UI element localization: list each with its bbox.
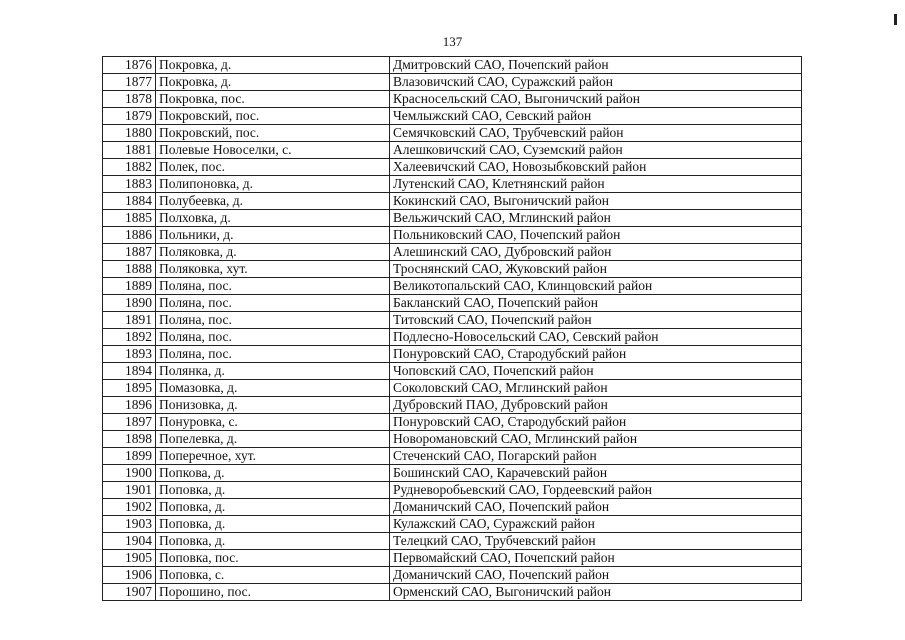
table-row <box>103 431 802 448</box>
settlement-name-cell: Помазовка, д. <box>156 380 390 397</box>
administrative-unit-cell: Семячковский САО, Трубчевский район <box>390 125 802 142</box>
settlement-name-cell: Покровка, пос. <box>156 91 390 108</box>
table-row <box>103 584 802 601</box>
administrative-unit-cell: Алешковичский САО, Суземский район <box>390 142 802 159</box>
settlement-name-cell: Полянка, д. <box>156 363 390 380</box>
settlement-name-cell: Покровский, пос. <box>156 125 390 142</box>
settlement-name-cell: Покровка, д. <box>156 57 390 74</box>
settlement-name-cell: Полек, пос. <box>156 159 390 176</box>
administrative-unit-cell: Красносельский САО, Выгоничский район <box>390 91 802 108</box>
administrative-unit-cell: Польниковский САО, Почепский район <box>390 227 802 244</box>
row-number-cell: 1880 <box>103 125 156 142</box>
settlement-name-cell: Поляна, пос. <box>156 329 390 346</box>
table-row <box>103 397 802 414</box>
administrative-unit-cell: Бакланский САО, Почепский район <box>390 295 802 312</box>
table-row <box>103 159 802 176</box>
administrative-unit-cell: Доманичский САО, Почепский район <box>390 499 802 516</box>
row-number-cell: 1897 <box>103 414 156 431</box>
row-number-cell: 1886 <box>103 227 156 244</box>
administrative-unit-cell: Рудневоробьевский САО, Гордеевский район <box>390 482 802 499</box>
table-row <box>103 448 802 465</box>
administrative-unit-cell: Понуровский САО, Стародубский район <box>390 346 802 363</box>
administrative-unit-cell: Подлесно-Новосельский САО, Севский район <box>390 329 802 346</box>
table-row <box>103 57 802 74</box>
table-row <box>103 91 802 108</box>
table-row <box>103 142 802 159</box>
settlement-name-cell: Покровка, д. <box>156 74 390 91</box>
settlement-name-cell: Поляковка, д. <box>156 244 390 261</box>
table-row <box>103 227 802 244</box>
settlement-name-cell: Полховка, д. <box>156 210 390 227</box>
table-row <box>103 295 802 312</box>
administrative-unit-cell: Великотопальский САО, Клинцовский район <box>390 278 802 295</box>
settlement-name-cell: Поповка, с. <box>156 567 390 584</box>
row-number-cell: 1887 <box>103 244 156 261</box>
row-number-cell: 1890 <box>103 295 156 312</box>
table-row <box>103 482 802 499</box>
row-number-cell: 1898 <box>103 431 156 448</box>
administrative-unit-cell: Телецкий САО, Трубчевский район <box>390 533 802 550</box>
administrative-unit-cell: Алешинский САО, Дубровский район <box>390 244 802 261</box>
row-number-cell: 1881 <box>103 142 156 159</box>
table-row <box>103 533 802 550</box>
page-number: 137 <box>442 34 463 49</box>
administrative-unit-cell: Соколовский САО, Мглинский район <box>390 380 802 397</box>
row-number-cell: 1891 <box>103 312 156 329</box>
row-number-cell: 1900 <box>103 465 156 482</box>
settlement-name-cell: Покровский, пос. <box>156 108 390 125</box>
settlement-name-cell: Поповка, д. <box>156 482 390 499</box>
administrative-unit-cell: Вельжичский САО, Мглинский район <box>390 210 802 227</box>
row-number-cell: 1889 <box>103 278 156 295</box>
row-number-cell: 1883 <box>103 176 156 193</box>
administrative-unit-cell: Орменский САО, Выгоничский район <box>390 584 802 601</box>
administrative-unit-cell: Доманичский САО, Почепский район <box>390 567 802 584</box>
table-row <box>103 346 802 363</box>
settlement-name-cell: Поляковка, хут. <box>156 261 390 278</box>
row-number-cell: 1885 <box>103 210 156 227</box>
table-row <box>103 261 802 278</box>
settlement-name-cell: Порошино, пос. <box>156 584 390 601</box>
settlement-name-cell: Попелевка, д. <box>156 431 390 448</box>
administrative-unit-cell: Халеевичский САО, Новозыбковский район <box>390 159 802 176</box>
table-row <box>103 465 802 482</box>
administrative-unit-cell: Понуровский САО, Стародубский район <box>390 414 802 431</box>
table-row <box>103 108 802 125</box>
administrative-unit-cell: Кокинский САО, Выгоничский район <box>390 193 802 210</box>
row-number-cell: 1902 <box>103 499 156 516</box>
table-row <box>103 380 802 397</box>
administrative-unit-cell: Первомайский САО, Почепский район <box>390 550 802 567</box>
administrative-unit-cell: Троснянский САО, Жуковский район <box>390 261 802 278</box>
administrative-unit-cell: Чемлыжский САО, Севский район <box>390 108 802 125</box>
settlement-name-cell: Полубеевка, д. <box>156 193 390 210</box>
settlement-name-cell: Поповка, д. <box>156 516 390 533</box>
settlement-name-cell: Поляна, пос. <box>156 312 390 329</box>
row-number-cell: 1906 <box>103 567 156 584</box>
row-number-cell: 1879 <box>103 108 156 125</box>
settlement-name-cell: Попкова, д. <box>156 465 390 482</box>
administrative-unit-cell: Дубровский ПАО, Дубровский район <box>390 397 802 414</box>
table-row <box>103 516 802 533</box>
settlements-table-body <box>103 57 802 601</box>
row-number-cell: 1878 <box>103 91 156 108</box>
row-number-cell: 1893 <box>103 346 156 363</box>
table-row <box>103 74 802 91</box>
row-number-cell: 1882 <box>103 159 156 176</box>
table-row <box>103 278 802 295</box>
row-number-cell: 1903 <box>103 516 156 533</box>
settlement-name-cell: Поповка, д. <box>156 533 390 550</box>
settlement-name-cell: Поляна, пос. <box>156 346 390 363</box>
row-number-cell: 1904 <box>103 533 156 550</box>
row-number-cell: 1895 <box>103 380 156 397</box>
scan-edge-mark <box>894 14 897 25</box>
table-row <box>103 567 802 584</box>
settlement-name-cell: Поляна, пос. <box>156 295 390 312</box>
table-row <box>103 499 802 516</box>
settlement-name-cell: Поляна, пос. <box>156 278 390 295</box>
row-number-cell: 1877 <box>103 74 156 91</box>
row-number-cell: 1892 <box>103 329 156 346</box>
row-number-cell: 1876 <box>103 57 156 74</box>
settlement-name-cell: Поповка, д. <box>156 499 390 516</box>
settlement-name-cell: Полевые Новоселки, с. <box>156 142 390 159</box>
table-row <box>103 329 802 346</box>
settlement-name-cell: Поповка, пос. <box>156 550 390 567</box>
table-row <box>103 176 802 193</box>
table-row <box>103 210 802 227</box>
administrative-unit-cell: Чоповский САО, Почепский район <box>390 363 802 380</box>
row-number-cell: 1896 <box>103 397 156 414</box>
administrative-unit-cell: Влазовичский САО, Суражский район <box>390 74 802 91</box>
row-number-cell: 1884 <box>103 193 156 210</box>
row-number-cell: 1905 <box>103 550 156 567</box>
administrative-unit-cell: Кулажский САО, Суражский район <box>390 516 802 533</box>
row-number-cell: 1888 <box>103 261 156 278</box>
settlement-name-cell: Польники, д. <box>156 227 390 244</box>
table-row <box>103 244 802 261</box>
settlement-name-cell: Полипоновка, д. <box>156 176 390 193</box>
settlement-name-cell: Понуровка, с. <box>156 414 390 431</box>
row-number-cell: 1901 <box>103 482 156 499</box>
administrative-unit-cell: Новоромановский САО, Мглинский район <box>390 431 802 448</box>
settlement-name-cell: Понизовка, д. <box>156 397 390 414</box>
table-row <box>103 193 802 210</box>
table-row <box>103 363 802 380</box>
table-row <box>103 125 802 142</box>
row-number-cell: 1894 <box>103 363 156 380</box>
administrative-unit-cell: Дмитровский САО, Почепский район <box>390 57 802 74</box>
settlements-table <box>102 56 802 601</box>
administrative-unit-cell: Бошинский САО, Карачевский район <box>390 465 802 482</box>
row-number-cell: 1907 <box>103 584 156 601</box>
administrative-unit-cell: Лутенский САО, Клетнянский район <box>390 176 802 193</box>
settlement-name-cell: Поперечное, хут. <box>156 448 390 465</box>
administrative-unit-cell: Стеченский САО, Погарский район <box>390 448 802 465</box>
row-number-cell: 1899 <box>103 448 156 465</box>
table-row <box>103 312 802 329</box>
table-row <box>103 414 802 431</box>
administrative-unit-cell: Титовский САО, Почепский район <box>390 312 802 329</box>
table-row <box>103 550 802 567</box>
